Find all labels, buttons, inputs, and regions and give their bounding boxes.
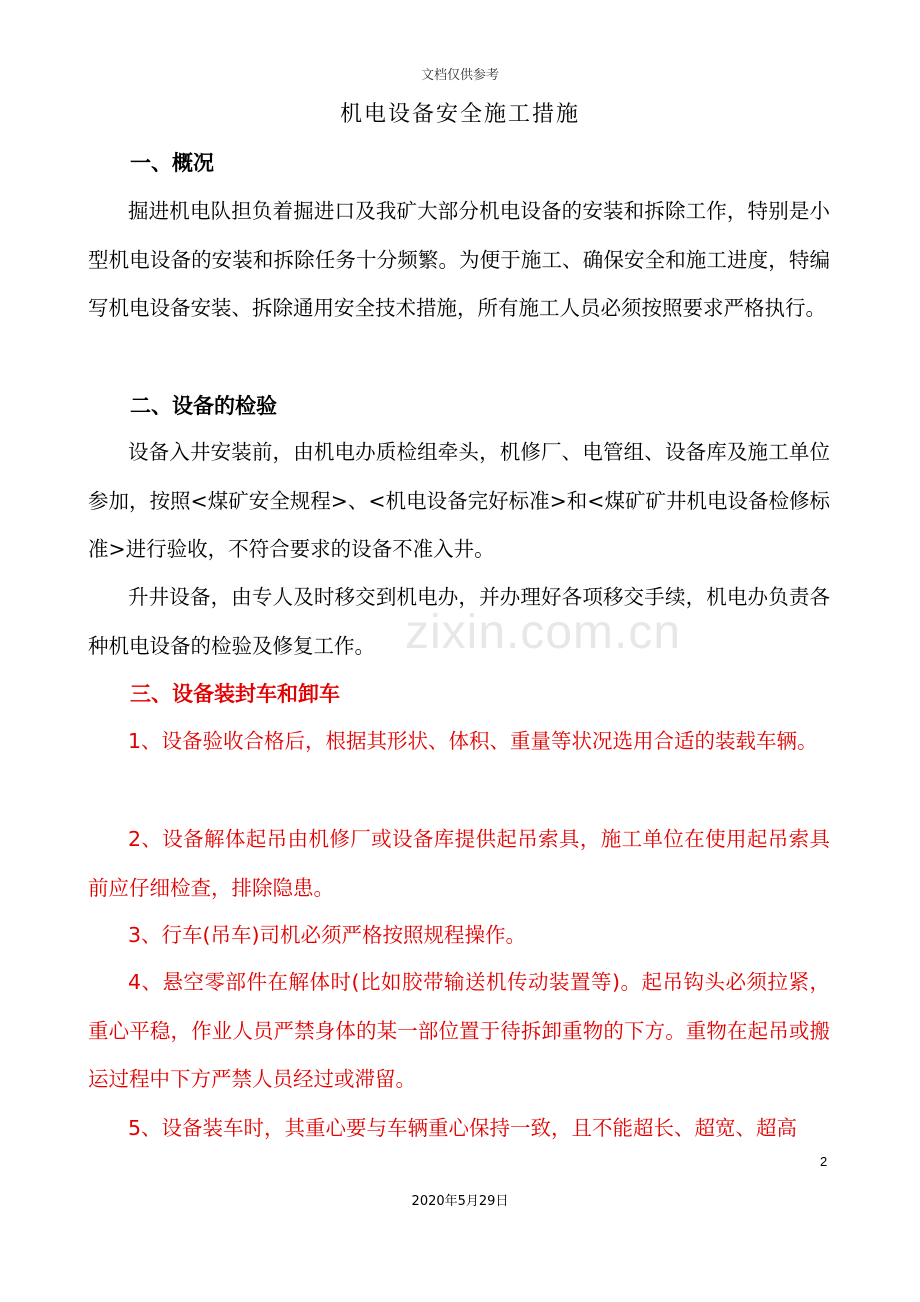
list-item-loading-3: 3、行车(吊车)司机必须严格按照规程操作。 [128,923,527,947]
list-item-loading-2: 2、设备解体起吊由机修厂或设备库提供起吊索具，施工单位在使用起吊索具前应仔细检查，排除隐患。 [88,827,830,900]
paragraph-overview: 掘进机电队担负着掘进口及我矿大部分机电设备的安装和拆除工作，特别是小型机电设备的安装和拆除任务十分频繁。为便于施工、确保安全和施工进度，特编写机电设备安装、拆除通用安全技术措施，所有施工人员必须按照要求严格执行。 [88,199,830,320]
section-heading-inspection: 二、设备的检验 [130,394,277,418]
watermark: zixin.com.cn [405,606,682,659]
document-title: 机电设备安全施工措施 [339,102,580,127]
header-note: 文档仅供参考 [420,68,499,83]
list-item-loading-4: 4、悬空零部件在解体时(比如胶带输送机传动装置等)。起吊钩头必须拉紧，重心平稳，作业人员严禁身体的某一部位置于待拆卸重物的下方。重物在起吊或搬运过程中下方严禁人员经过或滞留。 [88,970,830,1091]
section-heading-loading: 三、设备装封车和卸车 [130,682,340,706]
section-heading-overview: 一、概况 [130,151,214,175]
page-number: 2 [820,1154,828,1169]
footer-date: 2020年5月29日 [411,1194,509,1209]
paragraph-inspection-2: 升井设备，由专人及时移交到机电办，并办理好各项移交手续，机电办负责各种机电设备的检验及修复工作。 [88,585,830,658]
list-item-loading-1: 1、设备验收合格后，根据其形状、体积、重量等状况选用合适的装载车辆。 [128,729,818,753]
list-item-loading-5: 5、设备装车时，其重心要与车辆重心保持一致，且不能超长、超宽、超高 [128,1116,798,1140]
paragraph-inspection-1: 设备入井安装前，由机电办质检组牵头，机修厂、电管组、设备库及施工单位参加，按照<煤矿安全规程>、<机电设备完好标准>和<煤矿矿井机电设备检修标准>进行验收，不符合要求的设备不准入井。 [88,440,830,561]
